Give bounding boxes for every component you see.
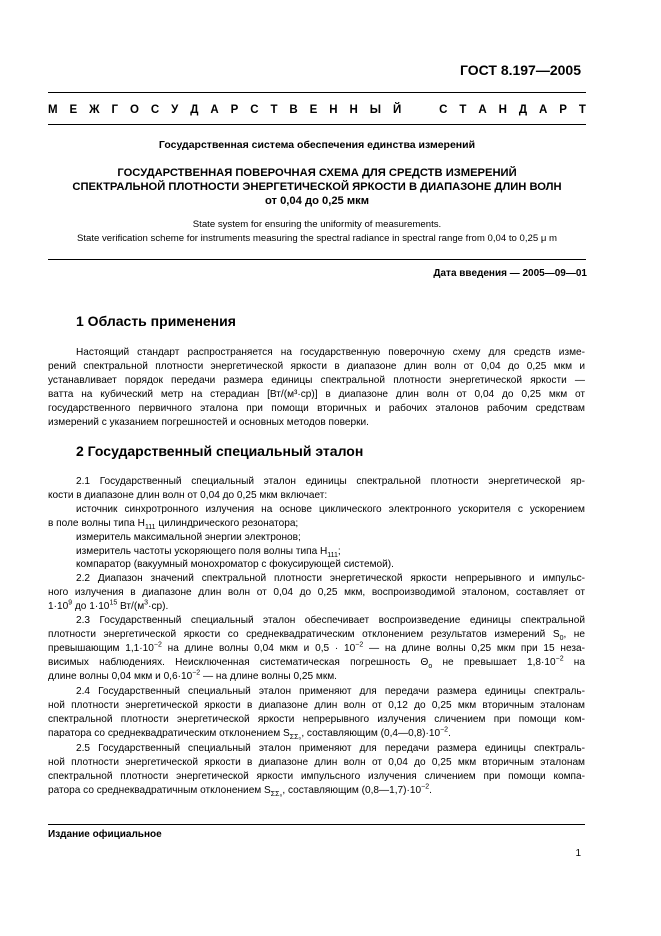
text-line [48,600,585,614]
banner-char: А [210,104,219,116]
text-run: измеритель частоты ускоряющего поля волны типа H [76,545,328,557]
text-line: 2.5 Государственный специальный эталон применяют для передачи размера единицы спектраль- [76,743,585,754]
text-line: 2.4 Государственный специальный эталон применяют для передачи размера единицы спектраль- [76,686,585,697]
banner-char: М [48,104,58,116]
text-run: 1·10 [48,600,69,612]
english-title-line: State system for ensuring the uniformity of measurements. [192,219,442,230]
banner-char: Д [518,104,528,116]
text-line: компаратор (вакуумный монохроматор с фокусирующей системой). [76,559,394,571]
text-line: 2.2 Диапазон значений спектральной плотности энергетической яркости непрерывного и импульс- [76,573,585,584]
top-rule [48,92,586,93]
text-run: превышающим 1,1·10 [48,642,154,654]
subscript: ΣΣ₀ [289,733,302,741]
section-1-paragraph [48,346,585,429]
banner-char: Ы [369,104,382,116]
banner-char: Н [329,104,338,116]
standard-banner [48,104,586,116]
banner-char: Й [392,104,402,116]
paragraph-2-5 [48,742,585,798]
banner-char: В [289,104,298,116]
banner-char: Д [190,104,199,116]
banner-char: А [538,104,548,116]
text-line [48,656,585,670]
text-run: не превышает 1,8·10 [432,656,556,668]
banner-char: А [478,104,487,116]
subscript: 111 [144,523,156,531]
document-code: ГОСТ 8.197—2005 [459,62,581,78]
text-line: ной плотности энергетической яркости в диапазоне длин волн от 0,12 до 0,25 мкм вторичным эталонам [48,699,585,711]
text-line [48,517,585,531]
text-run: длине волны 0,04 мкм и 0,6·10 [48,670,193,682]
text-run: ратора со среднеквадратичным отклонением S [48,784,271,796]
banner-char: С [250,104,259,116]
banner-char: С [150,104,160,116]
banner-char: Т [459,104,467,116]
banner-char: Н [349,104,358,116]
text-line [48,727,585,741]
english-title-line: State verification scheme for instruments measuring the spectral radiance in spectral range from 0,04 to 0,25 μ m [76,233,558,244]
superscript: 3 [144,599,149,607]
text-line [48,642,585,656]
text-line [48,628,585,642]
text-run: ; [337,545,341,557]
subscript: ΣΣ₀ [270,790,283,798]
text-run: до 1·10 [72,600,110,612]
text-run: , составляющим (0,8—1,7)·10 [282,784,422,796]
banner-char: С [439,104,448,116]
superscript: −2 [555,655,564,663]
paragraph-2-1 [48,475,585,572]
text-line: спектральной плотности энергетической яркости импульсного излучения сличением при помощи компа- [48,770,585,782]
section-1-heading: 1 Область применения [76,313,236,329]
banner-rule [48,124,586,125]
text-run: — на длине волны 0,25 мкм при 15 неза- [363,642,586,654]
text-run: на длине волны 0,04 мкм и 0,5 · 10 [161,642,356,654]
title-line: ГОСУДАРСТВЕННАЯ ПОВЕРОЧНАЯ СХЕМА ДЛЯ СРЕДСТВ ИЗМЕРЕНИЙ [117,167,517,179]
banner-char: Н [498,104,507,116]
edition-label: Издание официальное [48,829,162,840]
text-line: государственного первичного эталона при помощи вторичных и рабочих эталонов рабочим средствам [48,402,585,414]
text-run: Вт/(м [117,600,145,612]
text-line: источник синхротронного излучения на основе циклического электронного ускорителя с ускорением [76,503,585,515]
text-run: плотности энергетической яркости со среднеквадратическим отклонением результатов измерений S [48,628,560,640]
text-run: висимых наблюдениях. Неисключенная систематическая погрешность Θ [48,656,429,668]
text-line: рений спектральной плотности энергетической яркости в диапазоне длин волн от 0,04 до 0,25 мкм и [48,360,585,372]
text-line: кости в диапазоне длин волн от 0,04 до 0,25 мкм включает: [48,489,328,501]
text-run: цилиндрического резонатора; [155,517,299,529]
text-line: Настоящий стандарт распространяется на государственную поверочную схему для средств изме- [76,347,585,358]
date-rule [48,259,586,260]
title-line: СПЕКТРАЛЬНОЙ ПЛОТНОСТИ ЭНЕРГЕТИЧЕСКОЙ ЯРКОСТИ В ДИАПАЗОНЕ ДЛИН ВОЛН [72,181,562,193]
effective-date: Дата введения — 2005—09—01 [433,268,587,279]
superscript: −2 [192,669,201,677]
section-2-heading: 2 Государственный специальный эталон [76,443,364,459]
subscript: 0 [559,634,564,642]
superscript: 15 [109,599,118,607]
text-line: 2.1 Государственный специальный эталон единицы спектральной плотности энергетической яр- [76,476,585,487]
superscript: −2 [355,641,364,649]
superscript: 9 [68,599,73,607]
superscript: −2 [153,641,162,649]
text-run: . [448,727,451,739]
text-line: спектральной плотности энергетической яркости непрерывного излучения сличением при помощи ком- [48,713,585,725]
text-run: на [563,656,585,668]
text-run: паратора со среднеквадратическим отклонением S [48,727,290,739]
footer-rule [48,824,585,825]
text-run: в поле волны типа H [48,517,145,529]
text-line: измеритель максимальной энергии электронов; [76,531,301,543]
text-run: , не [563,628,585,640]
text-line: ного излучения в диапазоне длин волн от 0,04 до 0,25 мкм, воспроизводимой эталоном, составляет от [48,586,585,598]
text-line: ватта на кубический метр на стерадиан [Вт/(м³·ср)] в диапазоне длин волн от 0,04 до 0,25 мкм от [48,388,585,400]
banner-char: Р [230,104,239,116]
paragraph-2-2 [48,572,585,614]
paragraph-2-3 [48,614,585,684]
banner-char: У [171,104,179,116]
text-line [48,545,585,559]
banner-char: Ж [89,104,100,116]
subscript: 111 [327,551,338,559]
banner-char: Е [309,104,318,116]
banner-char: О [129,104,139,116]
text-line [48,670,585,684]
banner-char: Е [69,104,78,116]
text-run: . [429,784,432,796]
banner-char: Р [559,104,567,116]
text-line: 2.3 Государственный специальный эталон обеспечивает воспроизведение единицы спектральной [76,615,585,626]
text-line [48,784,585,798]
system-title: Государственная система обеспечения единства измерений [158,139,476,151]
title-line: от 0,04 до 0,25 мкм [264,195,370,207]
document-title [48,166,586,208]
text-line: устанавливает порядок передачи размера единицы спектральной плотности энергетической яркости — [48,374,585,386]
superscript: −2 [440,726,449,734]
banner-gap [413,104,427,116]
banner-char: Т [578,104,586,116]
text-line: измерений с указанием погрешностей и основных методов поверки. [48,416,369,428]
banner-char: Г [111,104,119,116]
subscript: о [428,662,433,670]
english-title [48,218,586,246]
text-line: ной плотности энергетической яркости в диапазоне длин волн от 0,04 до 0,25 мкм вторичным эталонам [48,756,585,768]
superscript: −2 [421,783,430,791]
page-number: 1 [575,848,581,859]
banner-char: Т [270,104,278,116]
text-run: — на длине волны 0,25 мкм. [200,670,337,682]
text-run: ·ср). [148,600,169,612]
paragraph-2-4 [48,685,585,741]
text-run: , составляющим (0,4—0,8)·10 [301,727,441,739]
